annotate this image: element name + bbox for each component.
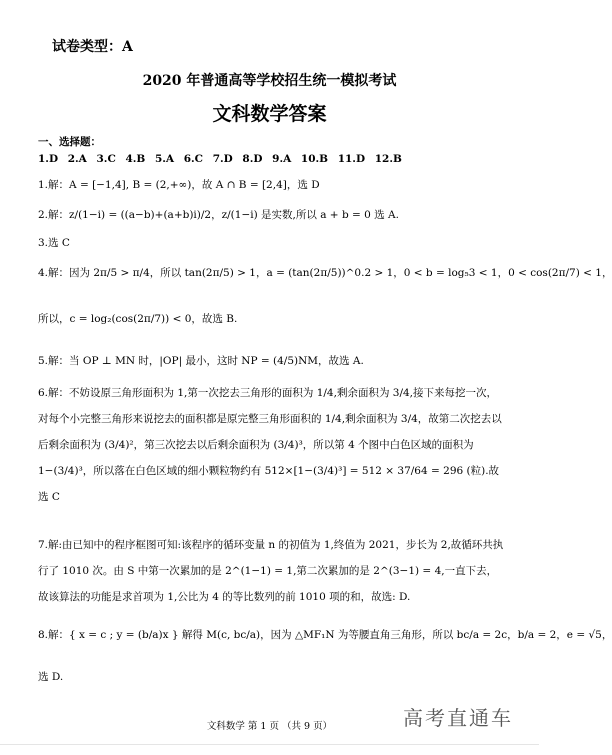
bottom-divider xyxy=(0,744,539,745)
paper-type-label: 试卷类型：A xyxy=(52,39,133,55)
solution-4-line2: 所以，c = log₂(cos(2π/7)) < 0，故选 B. xyxy=(38,313,238,325)
section-heading: 一、选择题： xyxy=(38,136,101,148)
exam-subtitle: 文科数学答案 xyxy=(212,103,327,125)
solution-8-line2: 选 D. xyxy=(38,671,64,683)
solution-6: 6.解：不妨设原三角形面积为 1,第一次挖去三角形的面积为 1/4,剩余面积为 3/4,接下来每挖一次，对每个小完整三角形来说挖去的面积都是原完整三角形面积的 1/4,剩余面积为 3/4，故第二次挖去以后剩余面积为 (3/4)²，第三次挖去以后剩余面积为 (3/4)³，所以第 4 个图中白色区域的面积为 1−(3/4)³，所以落在白色区域的细小颗粒物约有 512×[1−(3/4)³] = 512 × 37/64 = 296 (粒).故选 C xyxy=(38,387,502,503)
solution-5: 5.解：当 OP ⊥ MN 时，|OP| 最小，这时 NP = (4/5)NM，故选 A. xyxy=(38,355,364,367)
page-footer: 文科数学 第 1 页 （共 9 页） xyxy=(206,721,333,732)
answer-key-row: 1.D 2.A 3.C 4.B 5.A 6.C 7.D 8.D 9.A 10.B 11.D 12.B xyxy=(38,153,402,165)
exam-title: 2020 年普通高等学校招生统一模拟考试 xyxy=(142,73,397,89)
solution-1: 1.解：A = [−1,4], B = (2,+∞)，故 A ∩ B = [2,4]，选 D xyxy=(38,179,320,191)
solution-4-line1: 4.解：因为 2π/5 > π/4，所以 tan(2π/5) > 1，a = (tan(2π/5))^0.2 > 1，0 < b = log₅3 < 1，0 < cos(2π/7) < 1， xyxy=(38,267,612,279)
watermark-text: 高考直通车 xyxy=(403,706,513,730)
solution-7: 7.解:由已知中的程序框图可知:该程序的循环变量 n 的初值为 1,终值为 2021，步长为 2,故循环共执行了 1010 次。由 S 中第一次累加的是 2^(1−1) = 1,第二次累加的是 2^(3−1) = 4,一直下去，故该算法的功能是求首项为 1,公比为 4 的等比数列的前 1010 项的和，故选: D. xyxy=(38,539,504,603)
solution-2: 2.解：z/(1−i) = ((a−b)+(a+b)i)/2，z/(1−i) 是实数,所以 a + b = 0 选 A. xyxy=(38,209,399,221)
solution-8-line1: 8.解：{ x = c ; y = (b/a)x } 解得 M(c, bc/a)，因为 △MF₁N 为等腰直角三角形，所以 bc/a = 2c，b/a = 2，e = √5， xyxy=(38,629,612,641)
solution-3: 3.选 C xyxy=(38,237,70,249)
